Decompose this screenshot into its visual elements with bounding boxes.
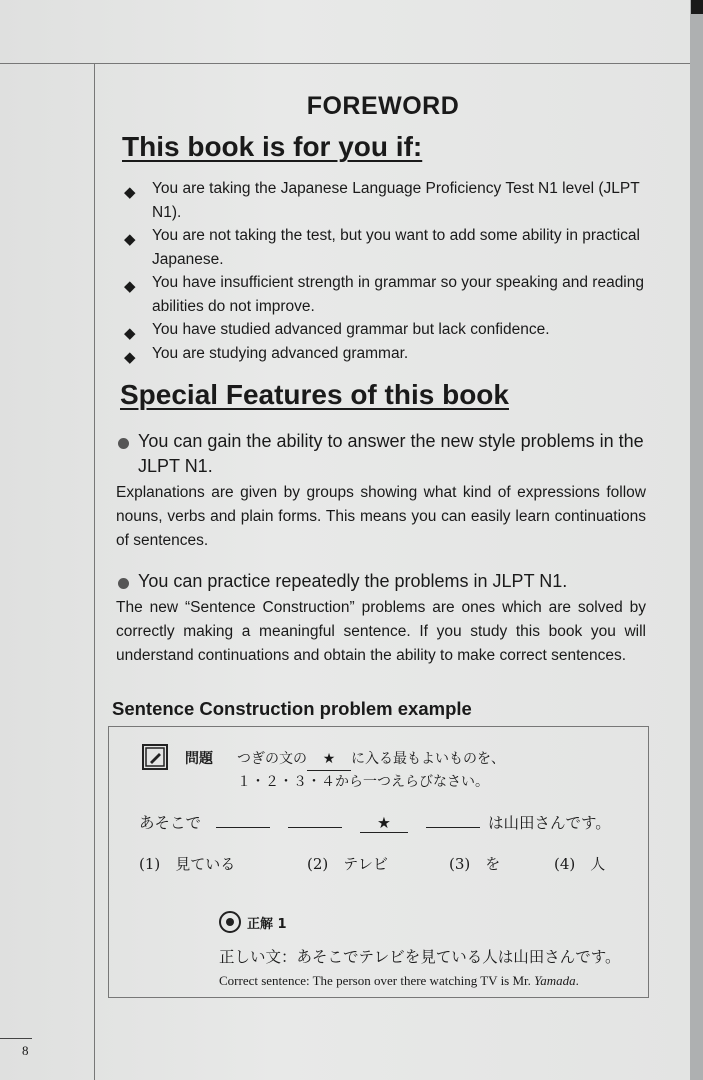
feature-heading: You can practice repeatedly the problems in JLPT N1.: [116, 569, 646, 594]
problem-instruction: つぎの文の ★ に入る最もよいものを、 １・２・３・４から一つえらびなさい。: [237, 748, 505, 793]
page-number-rule: [0, 1038, 32, 1039]
diamond-bullet-icon: ◆: [124, 231, 136, 248]
answer-blank: [288, 813, 342, 828]
answer-blank: [216, 813, 270, 828]
foreword-heading: FOREWORD: [306, 92, 460, 120]
option-2: (2) テレビ: [307, 855, 388, 873]
option-3: (3) を: [449, 855, 501, 873]
page-edge: [690, 0, 703, 1080]
left-rule: [94, 63, 95, 1080]
answer-japanese: 正しい文：あそこでテレビを見ている人は山田さんです。: [219, 948, 621, 966]
feature-body: Explanations are given by groups showing what kind of expressions follow nouns, verbs and plain forms. This means you can easily learn continuations of sentences.: [116, 484, 646, 549]
audience-list: [110, 177, 646, 365]
circle-bullet-icon: [118, 578, 129, 589]
list-item: ◆ You are not taking the test, but you want to add some ability in practical Japanese.: [124, 227, 640, 268]
page-number: 8: [22, 1043, 29, 1058]
list-item: ◆ You are studying advanced grammar.: [124, 342, 646, 366]
section-title-for-you: This book is for you if:: [122, 131, 423, 162]
option-4: (4) 人: [554, 855, 606, 873]
answer-english: Correct sentence: The person over there watching TV is Mr. Yamada.: [219, 973, 579, 988]
option-1: (1) 見ている: [139, 855, 236, 873]
top-rule: [0, 63, 690, 64]
page-content: [110, 92, 646, 998]
list-item: ◆ You have studied advanced grammar but lack confidence.: [124, 318, 646, 342]
pencil-note-icon: [142, 744, 168, 770]
problem-label: 問題: [185, 751, 213, 767]
answer-label: 正解 1: [247, 917, 287, 932]
example-box: [108, 726, 649, 998]
answer-icon: [219, 911, 241, 933]
diamond-bullet-icon: ◆: [124, 184, 136, 201]
section-title-features: Special Features of this book: [120, 379, 509, 410]
question-sentence: あそこで ★ は山田さんです。: [139, 814, 611, 832]
example-title: Sentence Construction problem example: [112, 698, 472, 719]
list-item: ◆ You have insufficient strength in grammar so your speaking and reading abilities do not improve.: [124, 274, 644, 315]
star-blank: ★: [307, 748, 351, 771]
diamond-bullet-icon: ◆: [124, 348, 136, 366]
corner-mark: [691, 0, 703, 14]
feature-heading: You can gain the ability to answer the new style problems in the JLPT N1.: [116, 429, 646, 479]
diamond-bullet-icon: ◆: [124, 278, 136, 295]
star-answer-blank: ★: [360, 814, 408, 833]
circle-bullet-icon: [118, 438, 129, 449]
feature-body: The new “Sentence Construction” problems are ones which are solved by correctly making a meaningful sentence. If you study this book you will understand continuations and obtain the ability to make correct sentences.: [116, 599, 646, 664]
list-item: ◆ You are taking the Japanese Language Proficiency Test N1 level (JLPT N1).: [124, 180, 640, 221]
answer-blank: [426, 813, 480, 828]
diamond-bullet-icon: ◆: [124, 325, 136, 342]
